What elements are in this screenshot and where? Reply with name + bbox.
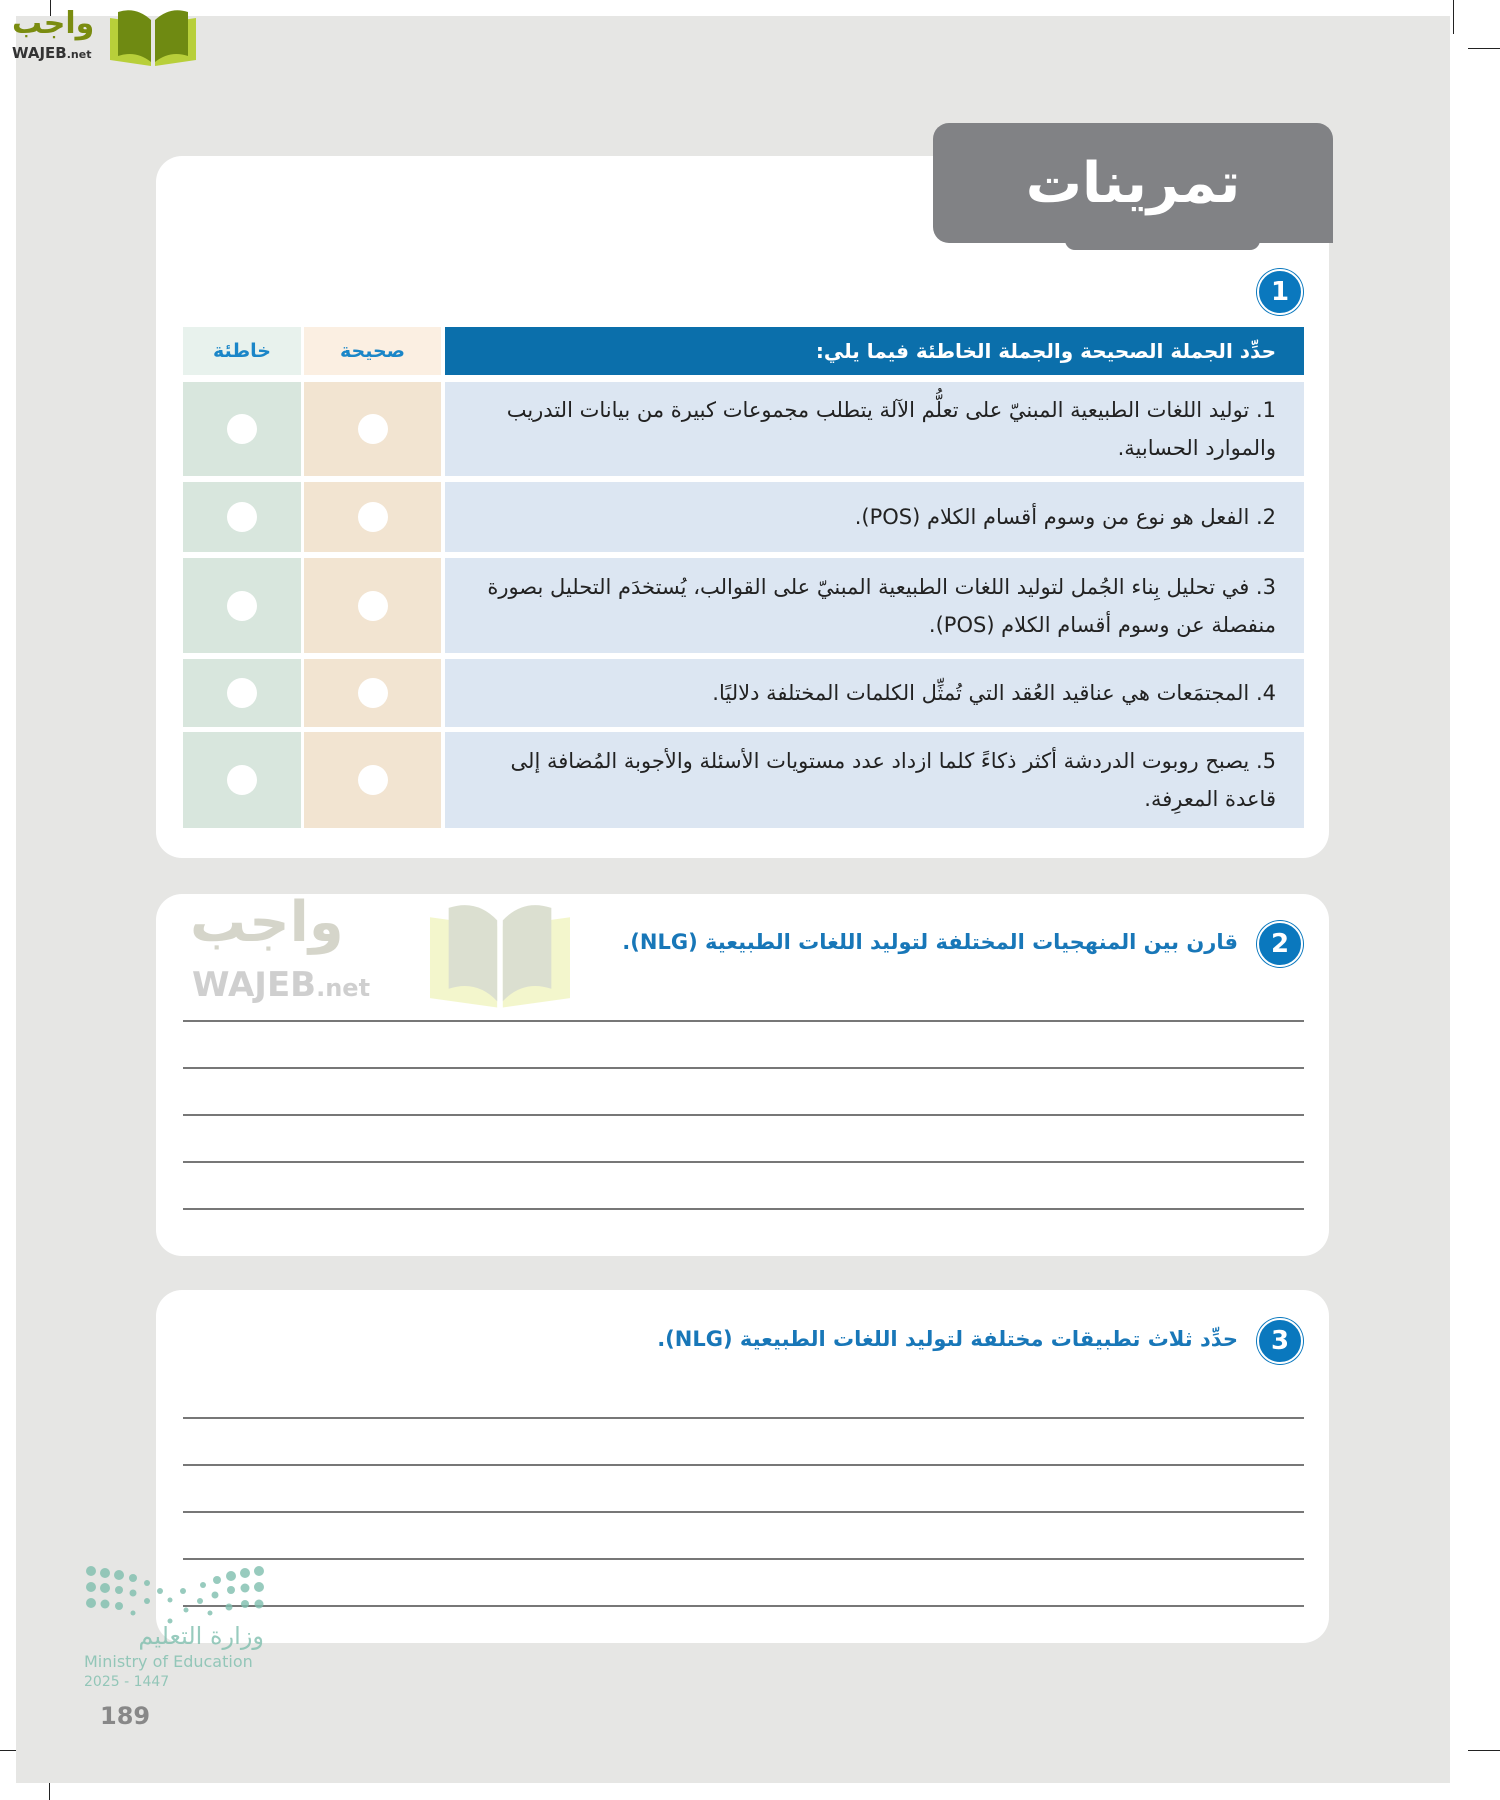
answer-line[interactable] [183,1558,1304,1560]
answer-line[interactable] [183,1417,1304,1419]
answer-line[interactable] [183,1161,1304,1163]
exercise-3-question: حدِّد ثلاث تطبيقات مختلفة لتوليد اللغات الطبيعية (NLG). [657,1327,1238,1351]
ministry-name-arabic: وزارة التعليم [138,1622,264,1650]
answer-line[interactable] [183,1020,1304,1022]
false-radio[interactable] [227,765,257,795]
page-number: 189 [100,1702,151,1730]
title-tab-decoration [1065,236,1260,250]
false-cell [183,659,301,727]
exercise-3-number: 3 [1257,1318,1303,1364]
true-cell [304,732,441,828]
true-radio[interactable] [358,591,388,621]
true-cell [304,482,441,552]
false-radio[interactable] [227,414,257,444]
answer-line[interactable] [183,1605,1304,1607]
table-header-false: خاطئة [183,327,301,375]
crop-mark [1468,1750,1500,1751]
true-radio[interactable] [358,765,388,795]
page-title: تمرينات [933,123,1333,243]
true-radio[interactable] [358,678,388,708]
watermark-latin: WAJEB.net [192,965,371,1005]
false-cell [183,382,301,476]
answer-line[interactable] [183,1067,1304,1069]
true-radio[interactable] [358,414,388,444]
true-radio[interactable] [358,502,388,532]
statement-row: 5. يصبح روبوت الدردشة أكثر ذكاءً كلما ازداد عدد مستويات الأسئلة والأجوبة المُضافة إلى قاعدة المعرِفة. [445,732,1304,828]
crop-mark [1453,0,1454,34]
table-header-true: صحيحة [304,327,441,375]
false-radio[interactable] [227,502,257,532]
true-cell [304,382,441,476]
false-cell [183,558,301,653]
wajeb-logo [10,6,190,66]
false-cell [183,732,301,828]
table-header-instruction: حدِّد الجملة الصحيحة والجملة الخاطئة فيما يلي: [445,327,1304,375]
exercise-2-number: 2 [1257,921,1303,967]
crop-mark [1468,48,1500,49]
ministry-dots-icon [84,1565,269,1625]
statement-row: 1. توليد اللغات الطبيعية المبنيّ على تعلُّم الآلة يتطلب مجموعات كبيرة من بيانات التدريب والموارد الحسابية. [445,382,1304,476]
statement-row: 3. في تحليل بِناء الجُمل لتوليد اللغات الطبيعية المبنيّ على القوالب، يُستخدَم التحليل بصورة منفصلة عن وسوم أقسام الكلام (POS). [445,558,1304,653]
wajeb-logo-arabic: واجب [12,6,95,41]
false-radio[interactable] [227,591,257,621]
answer-line[interactable] [183,1208,1304,1210]
answer-line[interactable] [183,1511,1304,1513]
true-cell [304,558,441,653]
wajeb-watermark [190,890,570,1013]
answer-line[interactable] [183,1114,1304,1116]
false-radio[interactable] [227,678,257,708]
true-cell [304,659,441,727]
false-cell [183,482,301,552]
ministry-name-english: Ministry of Education [84,1652,253,1671]
exercise-2-question: قارن بين المنهجيات المختلفة لتوليد اللغات الطبيعية (NLG). [622,930,1238,954]
ministry-logo [84,1565,269,1695]
answer-line[interactable] [183,1464,1304,1466]
wajeb-logo-latin: WAJEB.net [12,44,92,62]
year: 2025 - 1447 [84,1674,170,1690]
watermark-arabic: واجب [190,890,344,955]
statement-row: 4. المجتمَعات هي عناقيد العُقد التي تُمثِّل الكلمات المختلفة دلاليًا. [445,659,1304,727]
statement-row: 2. الفعل هو نوع من وسوم أقسام الكلام (POS). [445,482,1304,552]
exercise-1-number: 1 [1257,269,1303,315]
book-watermark-icon [430,898,570,1008]
book-icon [108,6,198,66]
